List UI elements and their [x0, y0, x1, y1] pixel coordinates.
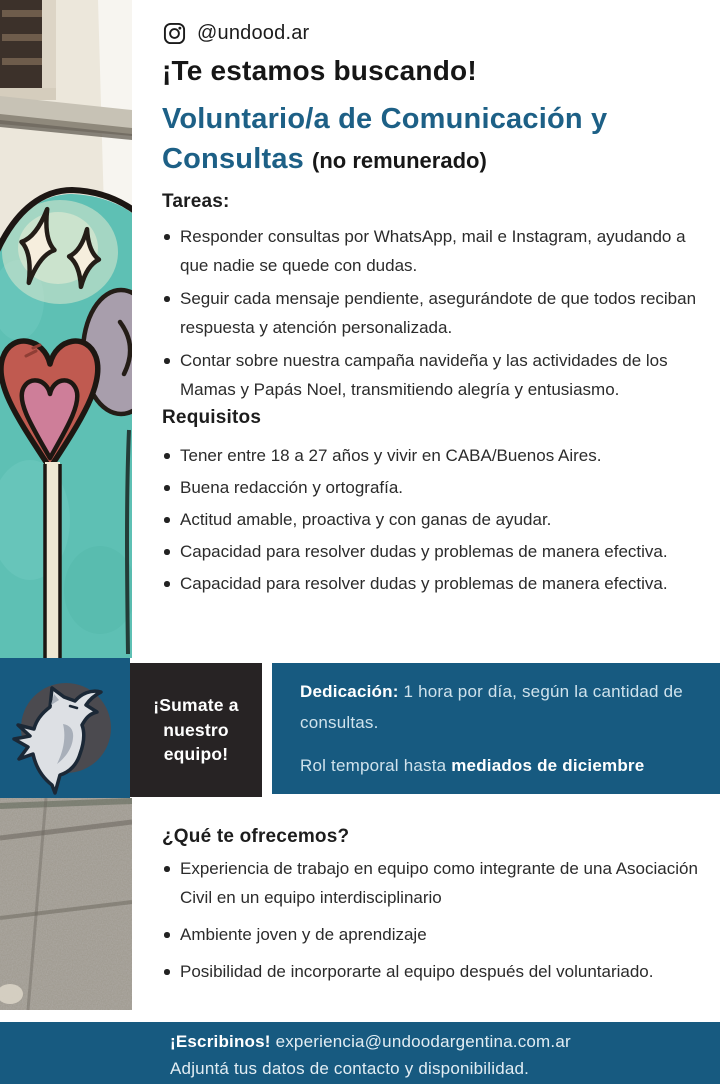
- requisitos-list: [162, 441, 710, 598]
- bullet-dot: [164, 234, 170, 240]
- role-end-date: mediados de diciembre: [451, 756, 645, 775]
- gravel-photo-svg: [0, 798, 132, 1010]
- bullet-dot: [164, 549, 170, 555]
- ofrecemos-heading: ¿Qué te ofrecemos?: [162, 826, 350, 847]
- cta-text: ¡Sumate a nuestro equipo!: [153, 694, 239, 765]
- building-window: [0, 0, 56, 100]
- contact-email: experiencia@undoodargentina.com.ar: [270, 1032, 571, 1051]
- section-tareas: [162, 191, 710, 408]
- list-item: Contar sobre nuestra campaña navideña y las actividades de los Mamas y Papás Noel, transmitiendo alegría y entusiasmo.: [162, 346, 710, 404]
- role-note: (no remunerado): [312, 148, 487, 173]
- contact-line: [170, 1028, 720, 1055]
- ofrecemos-list: [162, 854, 710, 986]
- headline: ¡Te estamos buscando!: [162, 55, 477, 86]
- role-title: [162, 99, 710, 184]
- list-item: Capacidad para resolver dudas y problemas de manera efectiva.: [162, 569, 710, 598]
- dedication-box: [272, 663, 720, 794]
- contact-footer: [0, 1022, 720, 1084]
- list-item: Experiencia de trabajo en equipo como integrante de una Asociación Civil en un equipo interdisciplinario: [162, 854, 710, 912]
- dedication-text: Dedicación: 1 hora por día, según la cantidad de consultas.: [300, 682, 683, 732]
- instagram-handle: @undood.ar: [197, 22, 310, 44]
- bullet-dot: [164, 969, 170, 975]
- bullet-dot: [164, 866, 170, 872]
- requisitos-heading: Requisitos: [162, 407, 262, 428]
- contact-instructions: Adjuntá tus datos de contacto y disponibilidad.: [170, 1059, 530, 1078]
- cta-box: [130, 663, 262, 797]
- bullet-dot: [164, 517, 170, 523]
- mural-photo: [0, 0, 132, 658]
- role-duration-text: Rol temporal hasta mediados de diciembre: [300, 756, 645, 775]
- escribinos-label: ¡Escribinos!: [170, 1032, 271, 1051]
- list-item: Posibilidad de incorporarte al equipo después del voluntariado.: [162, 957, 710, 986]
- tareas-heading: Tareas:: [162, 191, 230, 212]
- section-requisitos: [162, 407, 710, 601]
- bullet-dot: [164, 932, 170, 938]
- bullet-dot: [164, 485, 170, 491]
- mural-photo-svg: [0, 0, 132, 658]
- list-item: Tener entre 18 a 27 años y vivir en CABA/Buenos Aires.: [162, 441, 710, 470]
- bullet-dot: [164, 296, 170, 302]
- list-item: Buena redacción y ortografía.: [162, 473, 710, 502]
- section-ofrecemos: [162, 826, 710, 994]
- info-band: [0, 658, 720, 798]
- dedication-label: Dedicación:: [300, 682, 399, 701]
- instagram-handle-row: [163, 22, 309, 45]
- role-title-line2: Consultas: [162, 143, 304, 175]
- bullet-dot: [164, 581, 170, 587]
- wolf-logo: [6, 662, 124, 796]
- list-item: Seguir cada mensaje pendiente, asegurándote de que todos reciban respuesta y atención personalizada.: [162, 284, 710, 342]
- list-item: Ambiente joven y de aprendizaje: [162, 920, 710, 949]
- bullet-dot: [164, 453, 170, 459]
- gravel-photo: [0, 798, 132, 1010]
- tareas-list: [162, 222, 710, 404]
- list-item: Responder consultas por WhatsApp, mail e Instagram, ayudando a que nadie se quede con dudas.: [162, 222, 710, 280]
- list-item: Capacidad para resolver dudas y problemas de manera efectiva.: [162, 537, 710, 566]
- list-item: Actitud amable, proactiva y con ganas de ayudar.: [162, 505, 710, 534]
- role-title-line1: Voluntario/a de Comunicación y: [162, 103, 608, 135]
- wolf-logo-panel: [0, 658, 130, 798]
- bullet-dot: [164, 358, 170, 364]
- instagram-icon: [163, 22, 186, 45]
